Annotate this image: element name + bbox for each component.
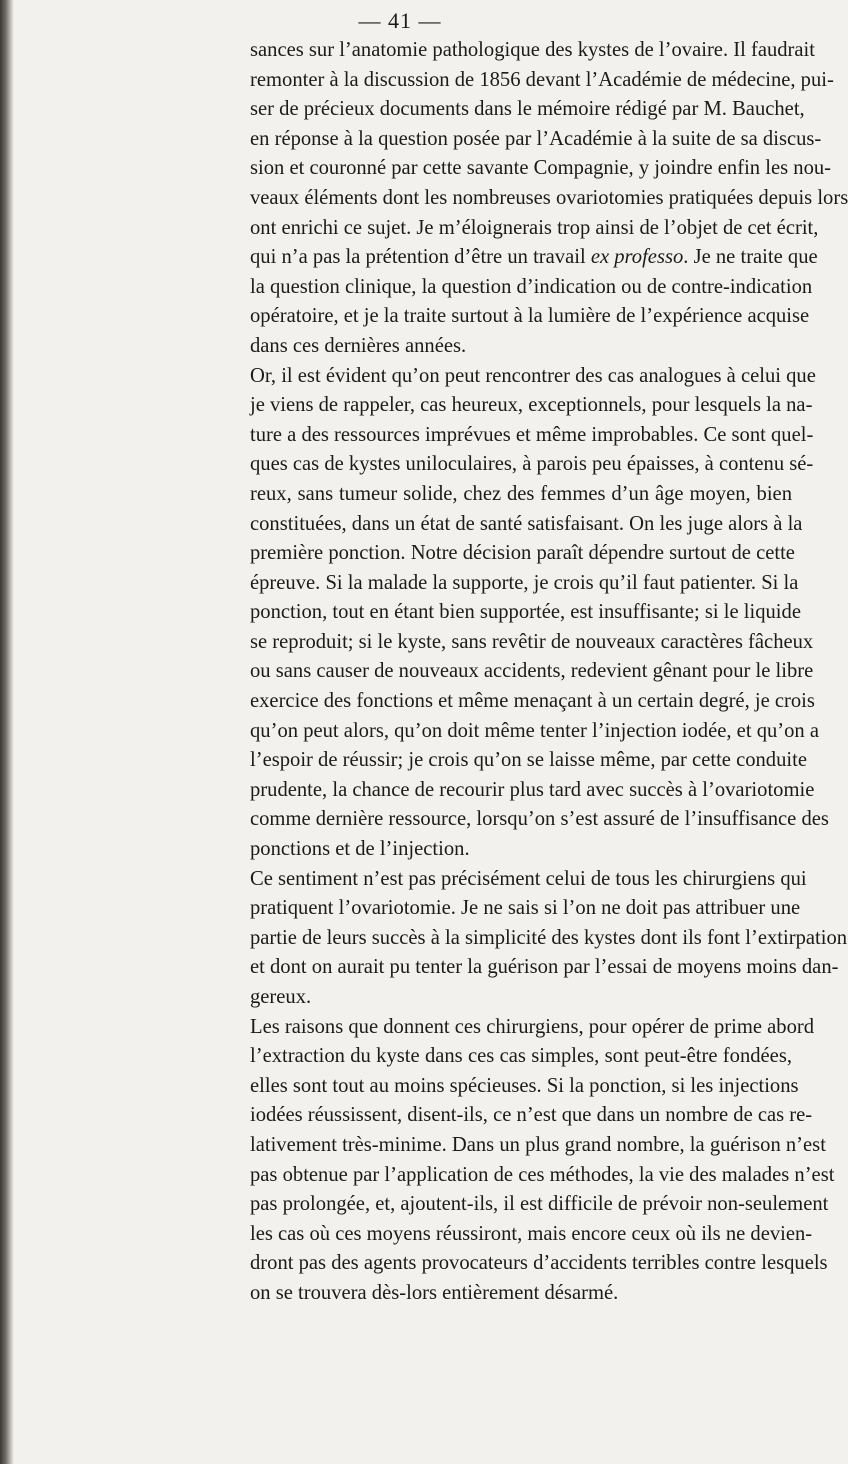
text-line: pratiquent l’ovariotomie. Je ne sais si l’on ne doit pas attribuer une	[250, 897, 801, 920]
paragraph	[250, 362, 829, 865]
text-line: sion et couronné par cette savante Compagnie, y joindre enfin les nou-	[250, 157, 832, 180]
text-line: iodées réussissent, disent-ils, ce n’est que dans un nombre de cas re-	[250, 1104, 813, 1127]
text-line: lativement très-minime. Dans un plus grand nombre, la guérison n’est	[250, 1133, 826, 1156]
text-line: en réponse à la question posée par l’Académie à la suite de sa discus-	[250, 127, 822, 150]
text-line: comme dernière ressource, lorsqu’on s’est assuré de l’insuffisance des	[250, 808, 829, 831]
text-line: dans ces dernières années.	[250, 334, 467, 357]
text-line: épreuve. Si la malade la supporte, je crois qu’il faut patienter. Si la	[250, 571, 799, 594]
text-line: ont enrichi ce sujet. Je m’éloignerais trop ainsi de l’objet de cet écrit,	[250, 216, 819, 239]
text-line: pas prolongée, et, ajoutent-ils, il est difficile de prévoir non-seulement	[250, 1193, 829, 1216]
text-line: je viens de rappeler, cas heureux, exceptionnels, pour lesquels la na-	[250, 394, 813, 417]
text-line: opératoire, et je la traite surtout à la lumière de l’expérience acquise	[250, 305, 810, 328]
text-line: Les raisons que donnent ces chirurgiens, pour opérer de prime abord	[250, 1015, 815, 1038]
text-line: partie de leurs succès à la simplicité des kystes dont ils font l’extirpation	[250, 926, 848, 949]
page-number: — 41 —	[358, 8, 442, 33]
text-line: reux, sans tumeur solide, chez des femmes d’un âge moyen, bien	[250, 482, 792, 505]
text-line: ser de précieux documents dans le mémoire rédigé par M. Bauchet,	[250, 98, 805, 121]
text-line: première ponction. Notre décision paraît dépendre surtout de cette	[250, 542, 795, 565]
text-line: ou sans causer de nouveaux accidents, redevient gênant pour le libre	[250, 660, 814, 683]
paragraph	[250, 865, 848, 1013]
text-line: exercice des fonctions et même menaçant à un certain degré, je crois	[250, 690, 815, 713]
text-line: Or, il est évident qu’on peut rencontrer des cas analogues à celui que	[250, 364, 816, 387]
text-line: prudente, la chance de recourir plus tard avec succès à l’ovariotomie	[250, 778, 815, 801]
text-line: ques cas de kystes uniloculaires, à parois peu épaisses, à contenu sé-	[250, 453, 814, 476]
text-line: qui n’a pas la prétention d’être un travail ex professo. Je ne traite que	[250, 246, 818, 269]
text-line: constituées, dans un état de santé satisfaisant. On les juge alors à la	[250, 512, 803, 535]
text-line: sances sur l’anatomie pathologique des kystes de l’ovaire. Il faudrait	[250, 39, 816, 61]
text-line: qu’on peut alors, qu’on doit même tenter l’injection iodée, et qu’on a	[250, 719, 820, 742]
text-line: ture a des ressources imprévues et même improbables. Ce sont quel-	[250, 423, 814, 446]
page-binding-edge	[0, 0, 14, 1464]
paragraph	[250, 36, 848, 362]
text-line: ponctions et de l’injection.	[250, 838, 470, 861]
text-line: on se trouvera dès-lors entièrement désarmé.	[250, 1281, 619, 1304]
text-line: veaux éléments dont les nombreuses ovariotomies pratiquées depuis lors	[250, 186, 848, 209]
text-line: les cas où ces moyens réussiront, mais encore ceux où ils ne devien-	[250, 1222, 813, 1245]
text-line: elles sont tout au moins spécieuses. Si la ponction, si les injections	[250, 1074, 799, 1097]
text-line: ponction, tout en étant bien supportée, est insuffisante; si le liquide	[250, 601, 801, 624]
text-line: Ce sentiment n’est pas précisément celui de tous les chirurgiens qui	[250, 867, 807, 890]
text-line: remonter à la discussion de 1856 devant l’Académie de médecine, pui-	[250, 68, 834, 91]
text-line: gereux.	[250, 986, 312, 1008]
text-line: pas obtenue par l’application de ces méthodes, la vie des malades n’est	[250, 1163, 835, 1186]
text-line: l’espoir de réussir; je crois qu’on se laisse même, par cette conduite	[250, 749, 807, 772]
paragraph	[250, 1013, 835, 1309]
text-line: l’extraction du kyste dans ces cas simples, sont peut-être fondées,	[250, 1045, 792, 1068]
body-text	[250, 36, 848, 1309]
text-line: et dont on aurait pu tenter la guérison par l’essai de moyens moins dan-	[250, 956, 839, 979]
text-line: dront pas des agents provocateurs d’accidents terribles contre lesquels	[250, 1252, 828, 1275]
text-line: la question clinique, la question d’indication ou de contre-indication	[250, 275, 813, 298]
text-line: se reproduit; si le kyste, sans revêtir de nouveaux caractères fâcheux	[250, 630, 814, 653]
italic-phrase: ex professo	[590, 246, 684, 269]
